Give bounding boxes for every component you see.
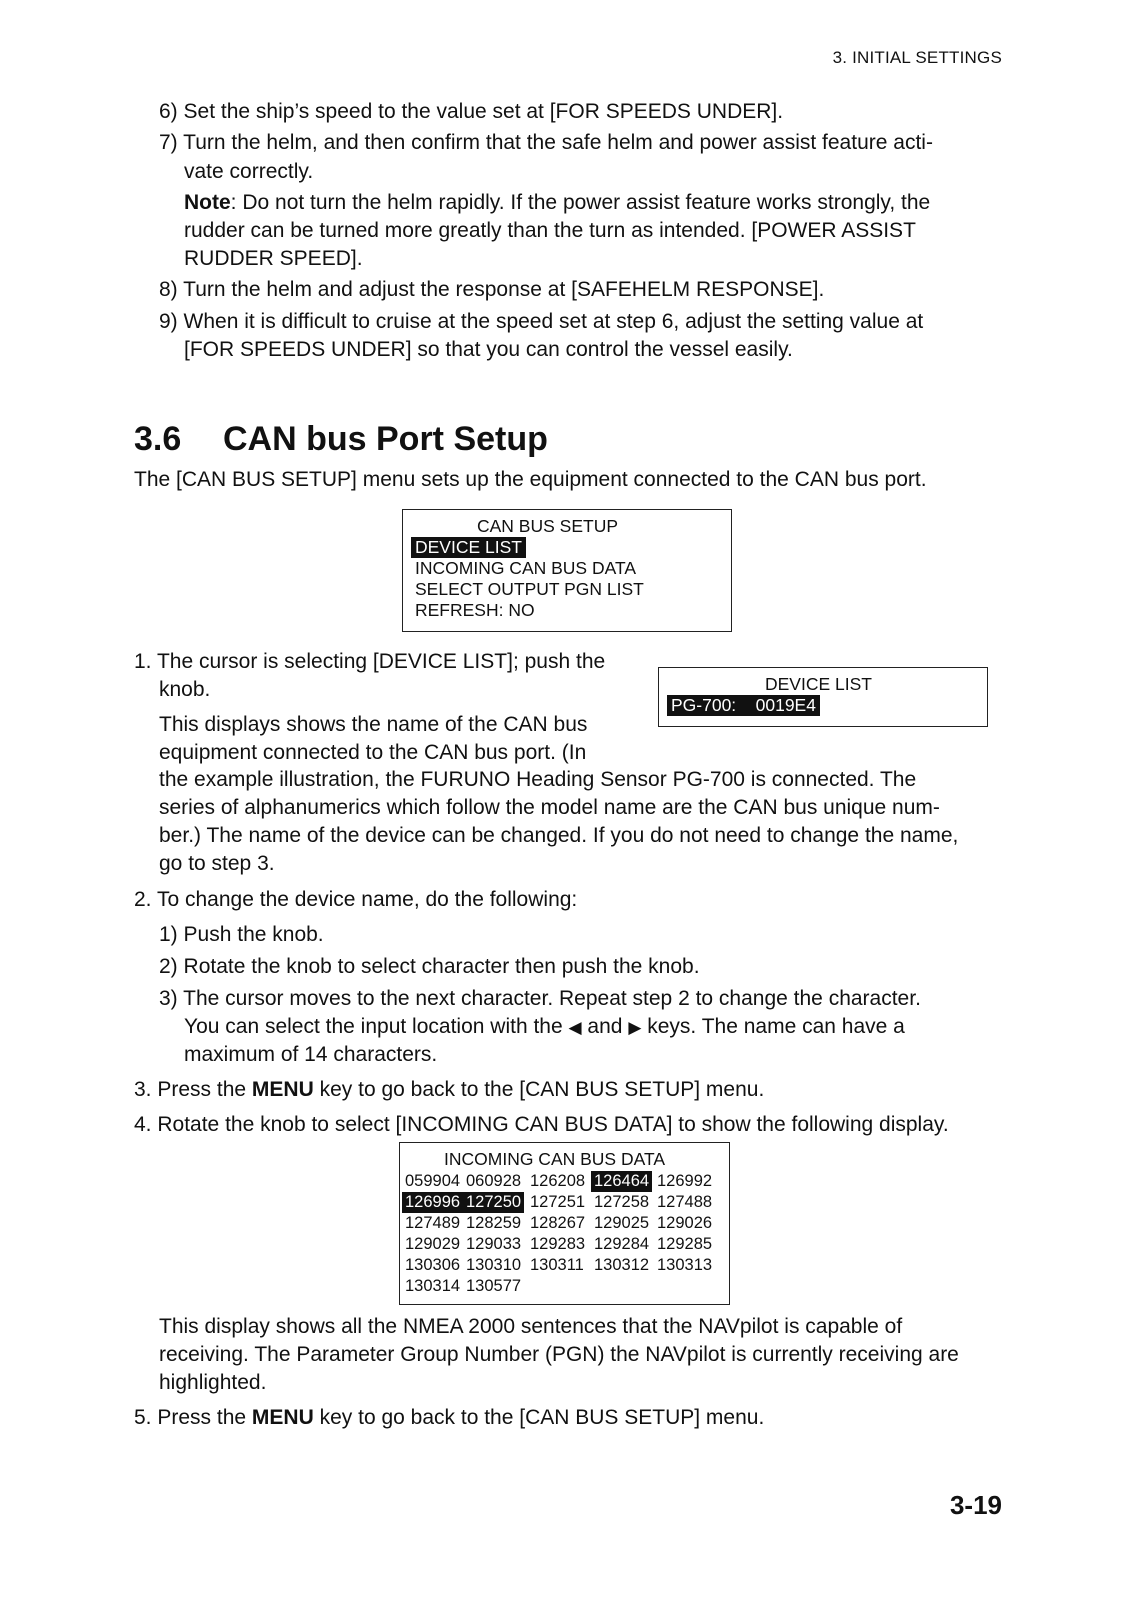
pgn-entry: 129026 [657, 1214, 713, 1232]
step-number: 9) [159, 310, 178, 333]
pgn-entry: 130306 [405, 1256, 461, 1274]
pgn-entry: 127488 [657, 1193, 713, 1211]
pgn-entry: 130311 [530, 1256, 584, 1274]
menu-item-incoming-can-bus-data[interactable]: INCOMING CAN BUS DATA [415, 558, 637, 578]
step-4 [134, 1113, 949, 1137]
pgn-entry: 126208 [530, 1172, 586, 1190]
menu-item-select-output-pgn-list[interactable]: SELECT OUTPUT PGN LIST [415, 579, 644, 599]
step-2-sub-3: 3) The cursor moves to the next character. Repeat step 2 to change the character. [159, 987, 921, 1010]
step-text: The cursor is selecting [DEVICE LIST]; push the [156, 650, 606, 673]
screen-title: INCOMING CAN BUS DATA [444, 1149, 666, 1169]
pgn-entry: 129033 [466, 1235, 522, 1253]
step-text: Set the ship’s speed to the value set at [FOR SPEEDS UNDER]. [183, 100, 784, 123]
pgn-entry: 129285 [657, 1235, 713, 1253]
step-1-line-6: series of alphanumerics which follow the model name are the CAN bus unique num- [159, 796, 940, 819]
note-line-1: Note: Do not turn the helm rapidly. If the power assist feature works strongly, the [184, 191, 931, 214]
screen-title: CAN BUS SETUP [477, 516, 618, 536]
step-text: Turn the helm and adjust the response at [SAFEHELM RESPONSE]. [183, 278, 825, 301]
menu-key-label: MENU [251, 1078, 314, 1101]
note-label: Note [184, 191, 231, 214]
pgn-entry: 126992 [657, 1172, 713, 1190]
step-1-line-2: knob. [159, 678, 211, 701]
step-3: 3. Press the MENU key to go back to the [CAN BUS SETUP] menu. [134, 1078, 765, 1101]
page-number: 3-19 [949, 1490, 1002, 1520]
pgn-entry: 129284 [594, 1235, 650, 1253]
pgn-entry: 060928 [466, 1172, 522, 1190]
pgn-entry: 127489 [405, 1214, 461, 1232]
step-number: 1. [134, 650, 152, 673]
note-line-2: rudder can be turned more greatly than the turn as intended. [POWER ASSIST [184, 219, 916, 242]
pgn-entry-highlighted: 126996 [402, 1192, 463, 1213]
step-9 [159, 310, 923, 334]
pgn-entry: 130313 [657, 1256, 713, 1274]
pgn-entry: 129283 [530, 1235, 586, 1253]
left-arrow-icon: ◀ [568, 1018, 582, 1037]
step-7 [159, 131, 933, 155]
step-text: When it is difficult to cruise at the speed set at step 6, adjust the setting value at [183, 310, 924, 333]
explain-line-1: This display shows all the NMEA 2000 sentences that the NAVpilot is capable of [159, 1315, 903, 1338]
section-intro: The [CAN BUS SETUP] menu sets up the equipment connected to the CAN bus port. [134, 468, 927, 491]
pgn-entry: 130310 [466, 1256, 522, 1274]
pgn-entry-highlighted: 126464 [591, 1171, 652, 1192]
pgn-entry: 128267 [530, 1214, 586, 1232]
right-arrow-icon: ▶ [628, 1018, 642, 1037]
step-1-line-3: This displays shows the name of the CAN bus [159, 713, 588, 736]
pgn-entry: 128259 [466, 1214, 522, 1232]
note-line-3: RUDDER SPEED]. [184, 247, 363, 270]
screen-title: DEVICE LIST [765, 674, 872, 694]
pgn-entry: 127258 [594, 1193, 650, 1211]
step-2-sub-3-line-2: You can select the input location with the ◀ and ▶ keys. The name can have a [184, 1015, 905, 1038]
section-number: 3.6 [134, 420, 182, 458]
step-6 [159, 100, 783, 124]
pgn-entry: 130314 [405, 1277, 461, 1295]
device-list-screen [658, 667, 988, 727]
incoming-can-bus-data-screen [399, 1142, 730, 1305]
step-2 [134, 888, 577, 912]
step-1-line-5: the example illustration, the FURUNO Heading Sensor PG-700 is connected. The [159, 768, 917, 791]
step-2-sub-3-line-3: maximum of 14 characters. [184, 1043, 438, 1066]
step-2-sub-2: 2) Rotate the knob to select character then push the knob. [159, 955, 700, 978]
menu-item-device-list[interactable]: DEVICE LIST [411, 537, 526, 558]
pgn-entry-highlighted: 127250 [463, 1192, 524, 1213]
step-1 [134, 650, 605, 674]
pgn-entry: 127251 [530, 1193, 586, 1211]
step-number: 3. [134, 1078, 152, 1101]
pgn-entry: 130312 [594, 1256, 650, 1274]
pgn-entry: 130577 [466, 1277, 522, 1295]
section-title: CAN bus Port Setup [223, 420, 548, 458]
can-bus-setup-screen [402, 509, 732, 632]
explain-line-2: receiving. The Parameter Group Number (PGN) the NAVpilot is currently receiving are [159, 1343, 959, 1366]
step-1-line-4: equipment connected to the CAN bus port. (In [159, 741, 587, 764]
step-text: To change the device name, do the following: [156, 888, 578, 911]
step-number: 8) [159, 278, 178, 301]
step-1-line-8: go to step 3. [159, 852, 275, 875]
menu-key-label: MENU [251, 1406, 314, 1429]
device-entry-pg-700[interactable]: PG-700: 0019E4 [667, 695, 820, 716]
menu-item-refresh[interactable]: REFRESH: NO [415, 600, 535, 620]
running-header: 3. INITIAL SETTINGS [832, 48, 1002, 67]
explain-line-3: highlighted. [159, 1371, 267, 1394]
step-8 [159, 278, 824, 302]
step-number: 6) [159, 100, 178, 123]
step-7-cont: vate correctly. [184, 160, 314, 183]
step-text: Turn the helm, and then confirm that the safe helm and power assist feature acti- [183, 131, 933, 154]
step-number: 5. [134, 1406, 152, 1429]
step-1-line-7: ber.) The name of the device can be changed. If you do not need to change the name, [159, 824, 959, 847]
step-2-sub-1: 1) Push the knob. [159, 923, 324, 946]
pgn-entry: 129025 [594, 1214, 650, 1232]
step-number: 4. [134, 1113, 152, 1136]
pgn-entry: 129029 [405, 1235, 461, 1253]
step-5: 5. Press the MENU key to go back to the [CAN BUS SETUP] menu. [134, 1406, 765, 1429]
section-heading [134, 420, 548, 459]
step-number: 2. [134, 888, 152, 911]
pgn-entry: 059904 [405, 1172, 461, 1190]
step-9-cont: [FOR SPEEDS UNDER] so that you can control the vessel easily. [184, 338, 793, 361]
step-text: Rotate the knob to select [INCOMING CAN BUS DATA] to show the following display. [157, 1113, 949, 1136]
step-number: 7) [159, 131, 178, 154]
